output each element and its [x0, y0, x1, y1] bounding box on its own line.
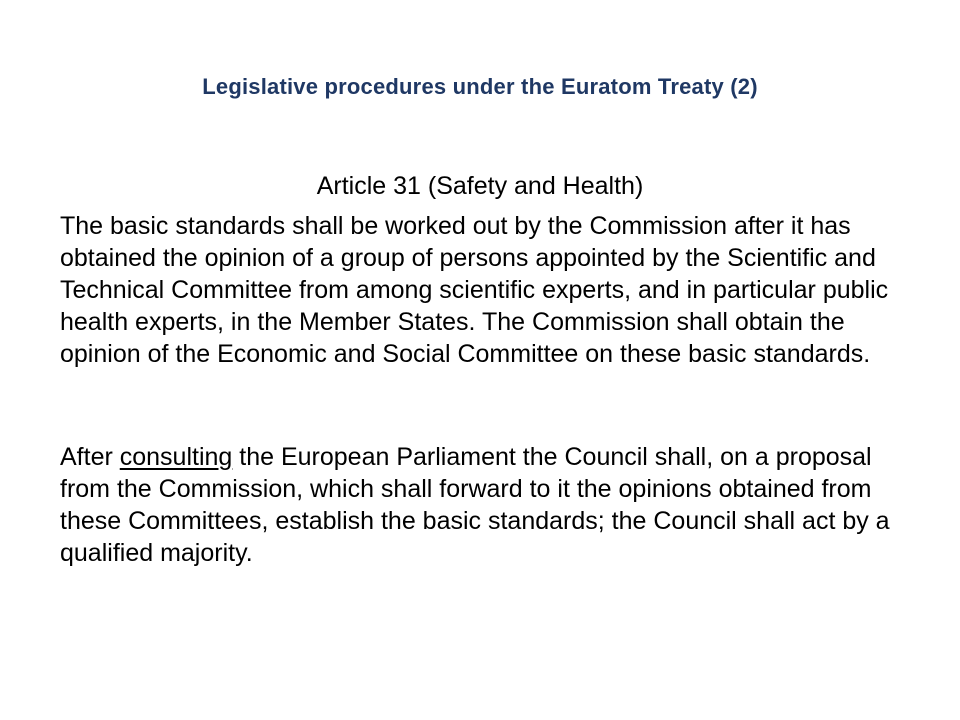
article-heading: Article 31 (Safety and Health)	[316, 172, 644, 200]
underlined-term-consulting: consulting	[119, 443, 233, 471]
paragraph-basic-standards: The basic standards shall be worked out by the Commission after it has obtained the opinion of a group of persons appointed by the Scientific and Technical Committee from among scientific experts, and in particular public health experts, in the Member States. The Commission shall obtain the opinion of the Economic and Social Committee on these basic standards.	[60, 212, 889, 368]
paragraph-council-procedure	[60, 441, 920, 569]
paragraph-text-rest: the European Parliament the Council shall, on a proposal from the Commission, which shall forward to it the opinions obtained from these Committees, establish the basic standards; the Council shall act by a qualified majority.	[60, 443, 890, 567]
paragraph-text-start: After	[60, 443, 120, 471]
slide-title: Legislative procedures under the Euratom Treaty (2)	[202, 74, 758, 99]
